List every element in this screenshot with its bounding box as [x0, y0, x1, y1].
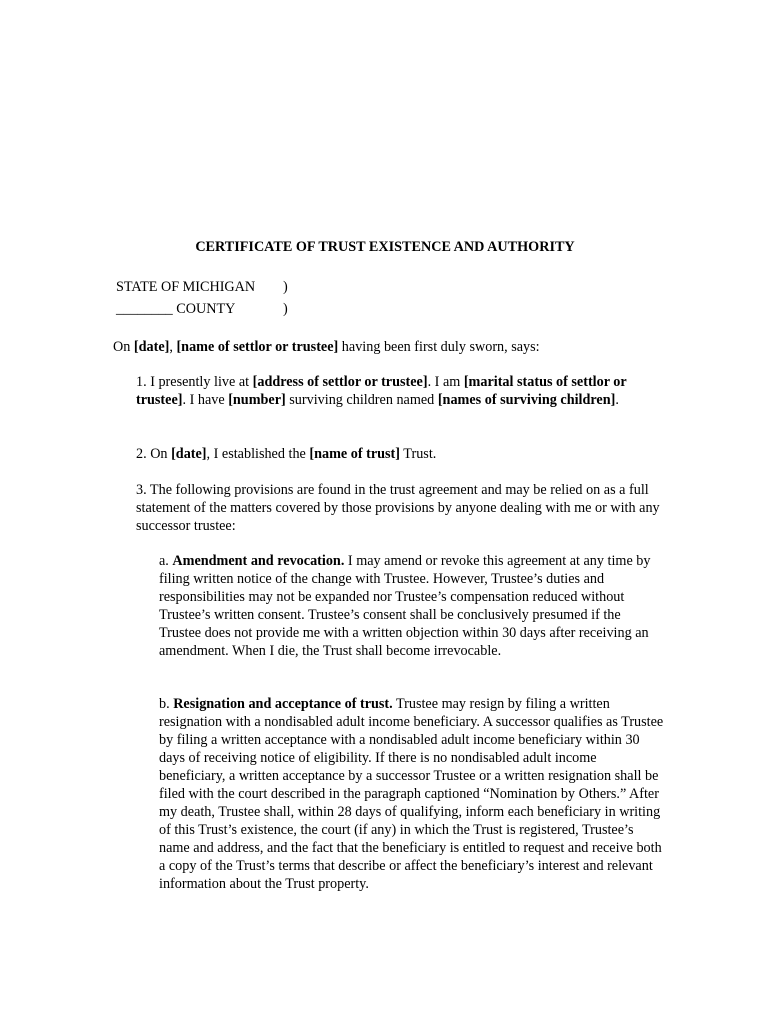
pb-text: Trustee may resign by filing a written resignation with a nondisabled adult income beneficiary. A successor qualifies as Trustee by filing a written acceptance with a nondisabled adult income beneficiary within 30 days of receiving notice of eligibility. If there is no nondisabled adult income beneficiary, a written acceptance by a successor Trustee or a written resignation shall be filed with the court described in the paragraph captioned “Nomination by Others.” After my death, Trustee shall, within 28 days of qualifying, inform each beneficiary in writing of this Trust’s existence, the court (if any) in which the Trust is registered, Trustee’s name and address, and the fact that the beneficiary is entitled to request and receive both a copy of the Trust’s terms that describe or affect the beneficiary’s interest and relevant information about the Trust property. — [159, 696, 664, 892]
p2-trust-name-placeholder: [name of trust] — [309, 446, 401, 462]
paragraph-a-amendment — [159, 552, 664, 660]
paragraph-b-resignation — [159, 695, 664, 893]
p1-text: . I have — [182, 392, 229, 408]
paragraph-1 — [136, 373, 661, 409]
p1-number-placeholder: [number] — [228, 392, 286, 408]
p1-address-placeholder: [address of settlor or trustee] — [252, 374, 428, 390]
p2-text: , I established the — [206, 446, 310, 462]
p2-text: Trust. — [400, 446, 437, 462]
venue-paren: ) — [283, 301, 288, 317]
pa-label: a. — [159, 553, 173, 569]
intro-paragraph — [113, 338, 673, 356]
pb-heading: Resignation and acceptance of trust. — [173, 696, 393, 712]
intro-comma: , — [169, 339, 177, 355]
venue-state-row — [116, 278, 316, 300]
p1-text: surviving children named — [285, 392, 438, 408]
document-title: CERTIFICATE OF TRUST EXISTENCE AND AUTHORITY — [195, 239, 575, 255]
venue-block — [116, 278, 316, 322]
pa-text: I may amend or revoke this agreement at any time by filing written notice of the change with Trustee. However, Trustee’s duties and responsibilities may not be expanded nor Trustee’s compensation reduced without Trustee’s written consent. Trustee’s consent shall be conclusively presumed if the Trustee does not provide me with a written objection within 30 days after receiving an amendment. When I die, the Trust shall become irrevocable. — [159, 553, 651, 659]
p1-children-placeholder: [names of surviving children] — [437, 392, 616, 408]
intro-date-placeholder: [date] — [133, 339, 170, 355]
intro-suffix: having been first duly sworn, says: — [338, 339, 540, 355]
paragraph-2 — [136, 445, 661, 463]
p1-text: . I am — [427, 374, 464, 390]
p2-date-placeholder: [date] — [171, 446, 207, 462]
p2-text: 2. On — [136, 446, 172, 462]
pb-label: b. — [159, 696, 174, 712]
venue-paren: ) — [283, 279, 288, 295]
venue-county-row — [116, 300, 316, 322]
intro-prefix: On — [113, 339, 134, 355]
p1-marital-placeholder: [marital status of settlor or trustee] — [136, 374, 627, 408]
p1-text: 1. I presently live at — [136, 374, 253, 390]
p1-text: . — [615, 392, 619, 408]
intro-name-placeholder: [name of settlor or trustee] — [176, 339, 339, 355]
venue-state: STATE OF MICHIGAN — [116, 279, 256, 295]
pa-heading: Amendment and revocation. — [172, 553, 345, 569]
venue-county: ________ COUNTY — [116, 301, 236, 317]
paragraph-3: 3. The following provisions are found in the trust agreement and may be relied on as a full statement of the matters covered by those provisions by anyone dealing with me or with any successor trustee: — [136, 482, 660, 534]
